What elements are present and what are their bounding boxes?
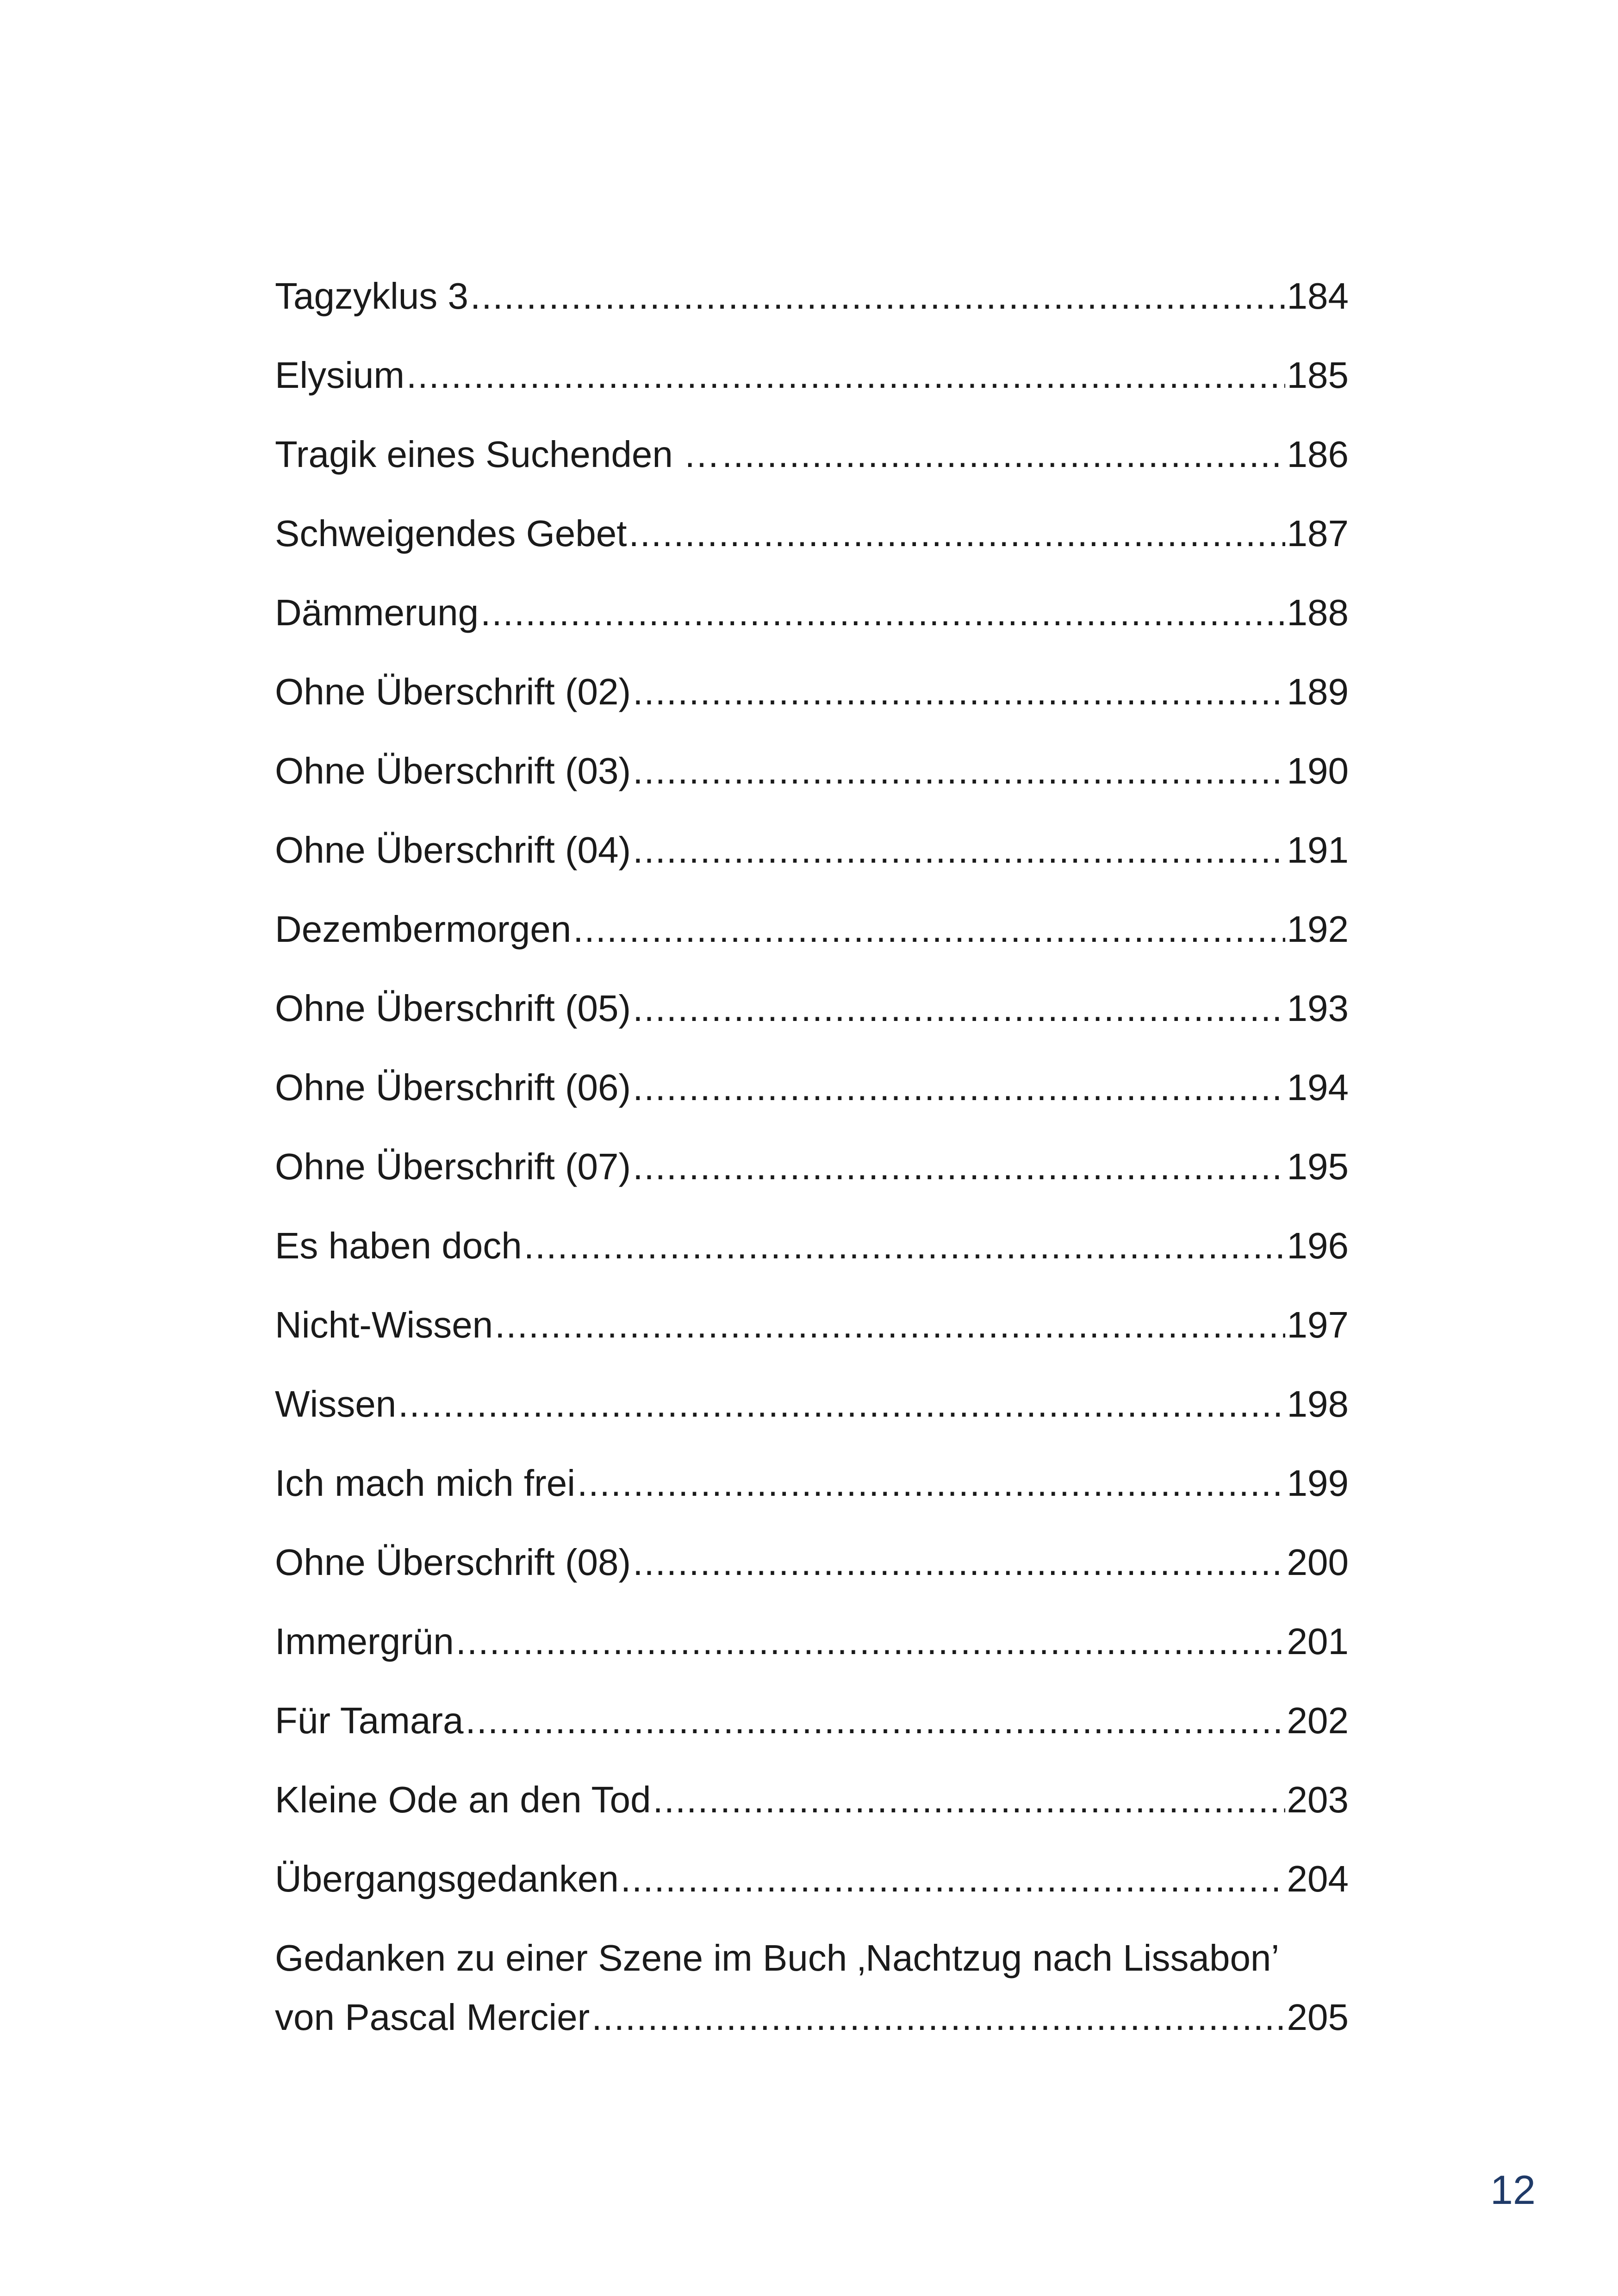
toc-entry-page: 197 xyxy=(1287,1304,1349,1345)
toc-entry[interactable] xyxy=(275,981,1349,1060)
toc-entry[interactable] xyxy=(275,1376,1349,1456)
toc-entry-title: Übergangsgedanken xyxy=(275,1858,619,1899)
dot-leader xyxy=(398,1376,1285,1432)
toc-entry-title: Ohne Überschrift (07) xyxy=(275,1146,631,1187)
toc-entry-title: Es haben doch xyxy=(275,1225,522,1266)
toc-entry-title: Tagzyklus 3 xyxy=(275,275,468,317)
toc-entry-title: Dezembermorgen xyxy=(275,908,572,950)
dot-leader xyxy=(524,1218,1285,1274)
toc-entry[interactable] xyxy=(275,822,1349,902)
toc-entry[interactable] xyxy=(275,268,1349,348)
toc-entry-title-line2: von Pascal Mercier xyxy=(275,1997,590,2038)
toc-entry-title: Wissen xyxy=(275,1383,397,1425)
toc-entry-title: Tragik eines Suchenden … xyxy=(275,434,721,475)
toc-entry-page: 187 xyxy=(1287,513,1349,554)
toc-entry-page: 186 xyxy=(1287,434,1349,475)
toc-entry-page: 188 xyxy=(1287,592,1349,633)
toc-entry-title: Immergrün xyxy=(275,1621,454,1662)
toc-entry-page: 194 xyxy=(1287,1067,1349,1108)
toc-entry[interactable] xyxy=(275,1535,1349,1614)
toc-entry-page: 199 xyxy=(1287,1462,1349,1504)
dot-leader xyxy=(633,822,1285,878)
dot-leader xyxy=(629,506,1285,561)
toc-entry-title: Schweigendes Gebet xyxy=(275,513,627,554)
toc-entry-title: Ich mach mich frei xyxy=(275,1462,576,1504)
toc-entry[interactable] xyxy=(275,902,1349,981)
toc-entry-title: Ohne Überschrift (03) xyxy=(275,750,631,791)
dot-leader xyxy=(573,902,1285,957)
toc-entry-title: Für Tamara xyxy=(275,1700,464,1741)
toc-entry-page: 193 xyxy=(1287,988,1349,1029)
toc-entry-page: 205 xyxy=(1287,1997,1349,2038)
toc-entry-page: 198 xyxy=(1287,1383,1349,1425)
dot-leader xyxy=(633,1060,1285,1115)
toc-entry-title: Ohne Überschrift (05) xyxy=(275,988,631,1029)
toc-entry-page: 184 xyxy=(1287,275,1349,317)
toc-entry-title: Ohne Überschrift (02) xyxy=(275,671,631,712)
dot-leader xyxy=(480,585,1285,641)
dot-leader xyxy=(470,268,1285,324)
dot-leader xyxy=(653,1772,1285,1828)
toc-entry-page: 201 xyxy=(1287,1621,1349,1662)
toc-entry[interactable] xyxy=(275,743,1349,822)
toc-entry-title: Ohne Überschrift (06) xyxy=(275,1067,631,1108)
dot-leader xyxy=(456,1614,1285,1669)
dot-leader xyxy=(633,981,1285,1036)
toc-entry-title: Ohne Überschrift (08) xyxy=(275,1542,631,1583)
toc-entry[interactable] xyxy=(275,1060,1349,1139)
dot-leader xyxy=(633,1535,1285,1590)
dot-leader xyxy=(495,1297,1285,1353)
toc-entry-page: 195 xyxy=(1287,1146,1349,1187)
toc-entry-page: 200 xyxy=(1287,1542,1349,1583)
toc-entry[interactable] xyxy=(275,1297,1349,1376)
toc-entry-title: Kleine Ode an den Tod xyxy=(275,1779,651,1820)
dot-leader xyxy=(591,1990,1285,2045)
toc-entry[interactable] xyxy=(275,1851,1349,1930)
toc-entry-page: 202 xyxy=(1287,1700,1349,1741)
toc-entry[interactable] xyxy=(275,1693,1349,1772)
toc-entry[interactable] xyxy=(275,664,1349,743)
toc-entry-title: Ohne Überschrift (04) xyxy=(275,829,631,871)
toc-entry[interactable] xyxy=(275,1456,1349,1535)
dot-leader xyxy=(466,1693,1285,1748)
toc-entry[interactable] xyxy=(275,1614,1349,1693)
dot-leader xyxy=(633,1139,1285,1195)
toc-entry-line2 xyxy=(275,1990,1349,2045)
dot-leader xyxy=(577,1456,1285,1511)
dot-leader xyxy=(722,427,1285,482)
page-number: 12 xyxy=(1490,2167,1536,2213)
toc-entry-page: 189 xyxy=(1287,671,1349,712)
toc-entry-multiline[interactable] xyxy=(275,1930,1349,2045)
toc-entry-page: 191 xyxy=(1287,829,1349,871)
toc-entry-title: Elysium xyxy=(275,355,405,396)
dot-leader xyxy=(621,1851,1285,1907)
dot-leader xyxy=(633,743,1285,799)
toc-entry-title: Nicht-Wissen xyxy=(275,1304,493,1345)
toc-entry[interactable] xyxy=(275,427,1349,506)
toc-entry-page: 196 xyxy=(1287,1225,1349,1266)
toc-entry[interactable] xyxy=(275,1139,1349,1218)
toc-entry[interactable] xyxy=(275,506,1349,585)
toc-entry-page: 192 xyxy=(1287,908,1349,950)
toc-entry[interactable] xyxy=(275,585,1349,664)
dot-leader xyxy=(406,348,1285,403)
toc-entry-page: 203 xyxy=(1287,1779,1349,1820)
toc-entry-page: 190 xyxy=(1287,750,1349,791)
dot-leader xyxy=(633,664,1285,720)
toc-entry-page: 204 xyxy=(1287,1858,1349,1899)
toc-entry-page: 185 xyxy=(1287,355,1349,396)
toc-entry[interactable] xyxy=(275,1218,1349,1297)
toc-entry[interactable] xyxy=(275,1772,1349,1851)
table-of-contents xyxy=(275,268,1349,2045)
toc-entry-title: Dämmerung xyxy=(275,592,479,633)
toc-entry[interactable] xyxy=(275,348,1349,427)
toc-entry-title-line1: Gedanken zu einer Szene im Buch ‚Nachtzug nach Lissabon’ xyxy=(275,1937,1280,1979)
